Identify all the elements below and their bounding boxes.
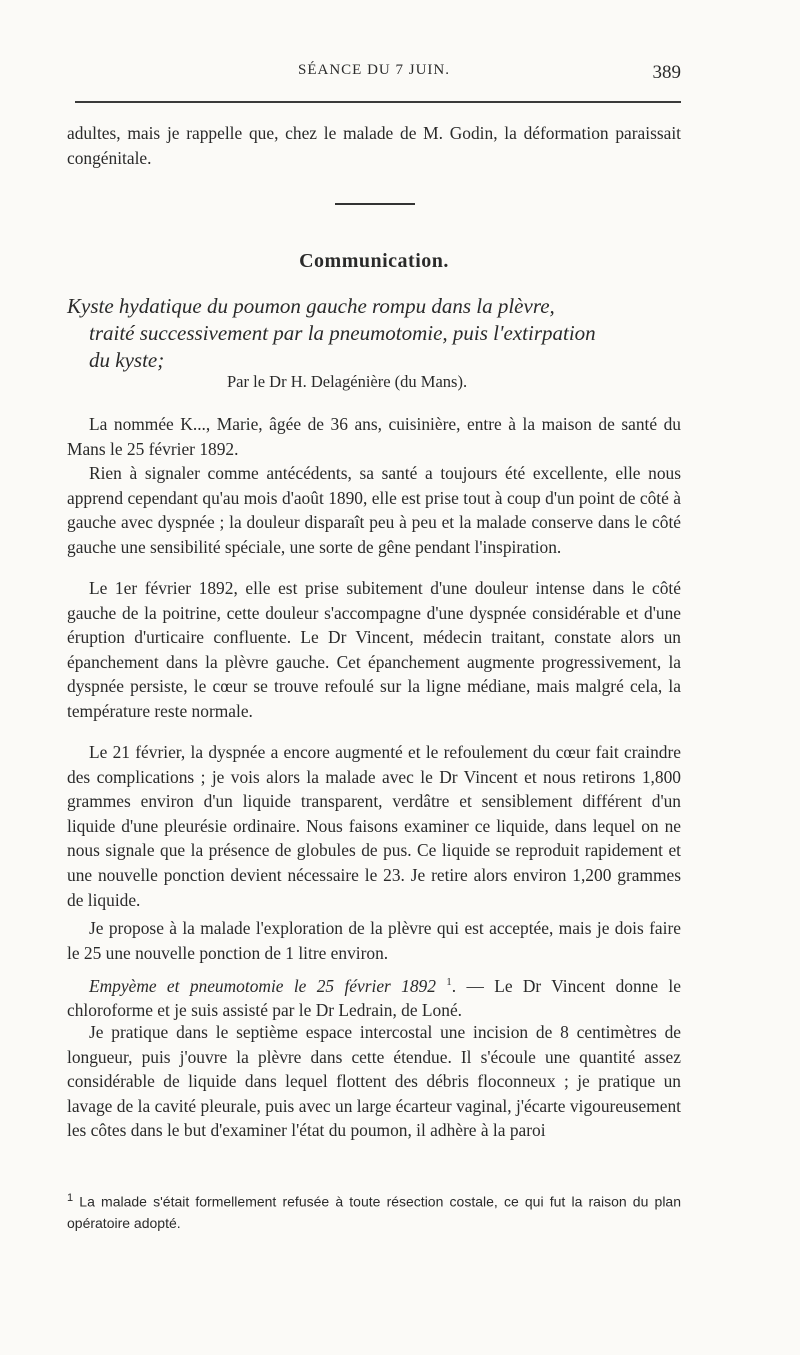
author-line: Par le Dr H. Delagénière (du Mans). (227, 372, 468, 391)
footnote-reference: 1 (446, 976, 452, 988)
body-paragraph-5: Je propose à la malade l'exploration de la plèvre qui est acceptée, mais je dois faire le 25 une nouvelle ponction de 1 litre environ. (67, 918, 681, 963)
header-rule (75, 101, 681, 103)
empyeme-paragraph: Empyème et pneumotomie le 25 février 1892 $^1$. — Le Dr Vincent donne le chloroforme et je suis assisté par le Dr Ledrain, de Loné. (67, 975, 681, 1021)
section-title: Communication. (299, 250, 449, 272)
running-header (67, 62, 681, 88)
empyeme-heading: Empyème et pneumotomie le 25 février 1892 (89, 975, 436, 996)
body-paragraph-2: Rien à signaler comme antécédents, sa santé a toujours été excellente, elle nous apprend cependant qu'au mois d'août 1890, elle est prise tout à coup d'un point de côté à gauche avec dyspnée ; la douleur disparaît peu à peu et la malade conserve dans le côté gauche une sensibilité spéciale, une sorte de gêne pendant l'inspiration. (67, 463, 681, 557)
footnote-mark: 1 (67, 1192, 74, 1204)
article-title-line3: du kyste; (89, 348, 165, 372)
footnote-text: La malade s'était formellement refusée à toute résection costale, ce qui fut la raison du plan opératoire adopté. (67, 1193, 682, 1231)
body-paragraph-6: Je pratique dans le septième espace intercostal une incision de 8 centimètres de longueur, puis j'ouvre la plèvre dans cette étendue. Il s'écoule une quantité assez considérable de liquide dans lequel flottent des débris floconneux ; je pratique un lavage de la cavité pleurale, puis avec un large écarteur vaginal, j'écarte vigoureusement les côtes dans le but d'examiner l'état du poumon, il adhère à la paroi (67, 1022, 681, 1141)
page-number: 389 (652, 62, 681, 83)
body-paragraph-3: Le 1er février 1892, elle est prise subitement d'une douleur intense dans le côté gauche de la poitrine, cette douleur s'accompagne d'une dyspnée considérable et d'une éruption d'urticaire confluente. Le Dr Vincent, médecin traitant, constate alors un épanchement dans la plèvre gauche. Cet épanchement augmente progressivement, la dyspnée persiste, le cœur se trouve refoulé sur la ligne médiane, mais malgré cela, la température reste normale. (67, 578, 681, 721)
intro-paragraph: adultes, mais je rappelle que, chez le malade de M. Godin, la déformation paraissait congénitale. (67, 123, 681, 168)
article-title (67, 293, 681, 374)
body-paragraph-1: La nommée K..., Marie, âgée de 36 ans, cuisinière, entre à la maison de santé du Mans le 25 février 1892. (67, 414, 681, 459)
section-divider (335, 203, 415, 205)
footnote (67, 1188, 681, 1234)
article-title-line2: traité successivement par la pneumotomie, puis l'extirpation (89, 321, 596, 345)
body-paragraph-4: Le 21 février, la dyspnée a encore augmenté et le refoulement du cœur fait craindre des complications ; je vois alors la malade avec le Dr Vincent et nous retirons 1,800 grammes environ d'un liquide transparent, verdâtre et sensiblement différent d'un liquide d'une pleurésie ordinaire. Nous faisons examiner ce liquide, dans lequel on ne nous signale que la présence de globules de pus. Ce liquide se reproduit rapidement et une nouvelle ponction devient nécessaire le 23. Je retire alors environ 1,200 grammes de liquide. (67, 742, 681, 910)
article-title-line1: Kyste hydatique du poumon gauche rompu dans la plèvre, (67, 294, 555, 318)
header-title: SÉANCE DU 7 JUIN. (298, 62, 450, 78)
